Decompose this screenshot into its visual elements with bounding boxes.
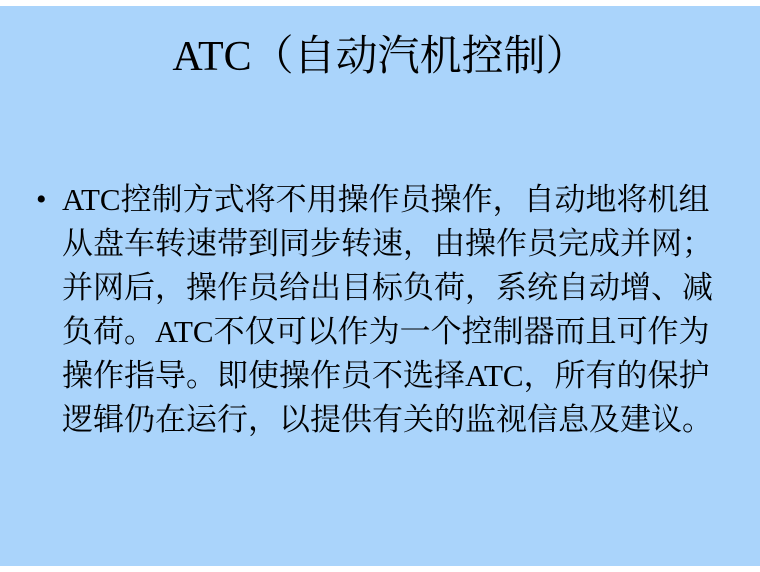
bullet-marker-icon: • [36,183,47,216]
slide-bottom-margin [0,566,760,572]
slide-top-margin [0,0,760,6]
list-item [36,178,736,442]
slide-body [36,178,736,442]
bullet-text: ATC控制方式将不用操作员操作，自动地将机组从盘车转速带到同步转速，由操作员完成并网；并网后，操作员给出目标负荷，系统自动增、减负荷。ATC不仅可以作为一个控制器而且可作为操作指导。即使操作员不选择ATC，所有的保护逻辑仍在运行，以提供有关的监视信息及建议。 [62,182,713,437]
slide-title: ATC（自动汽机控制） [172,34,588,80]
